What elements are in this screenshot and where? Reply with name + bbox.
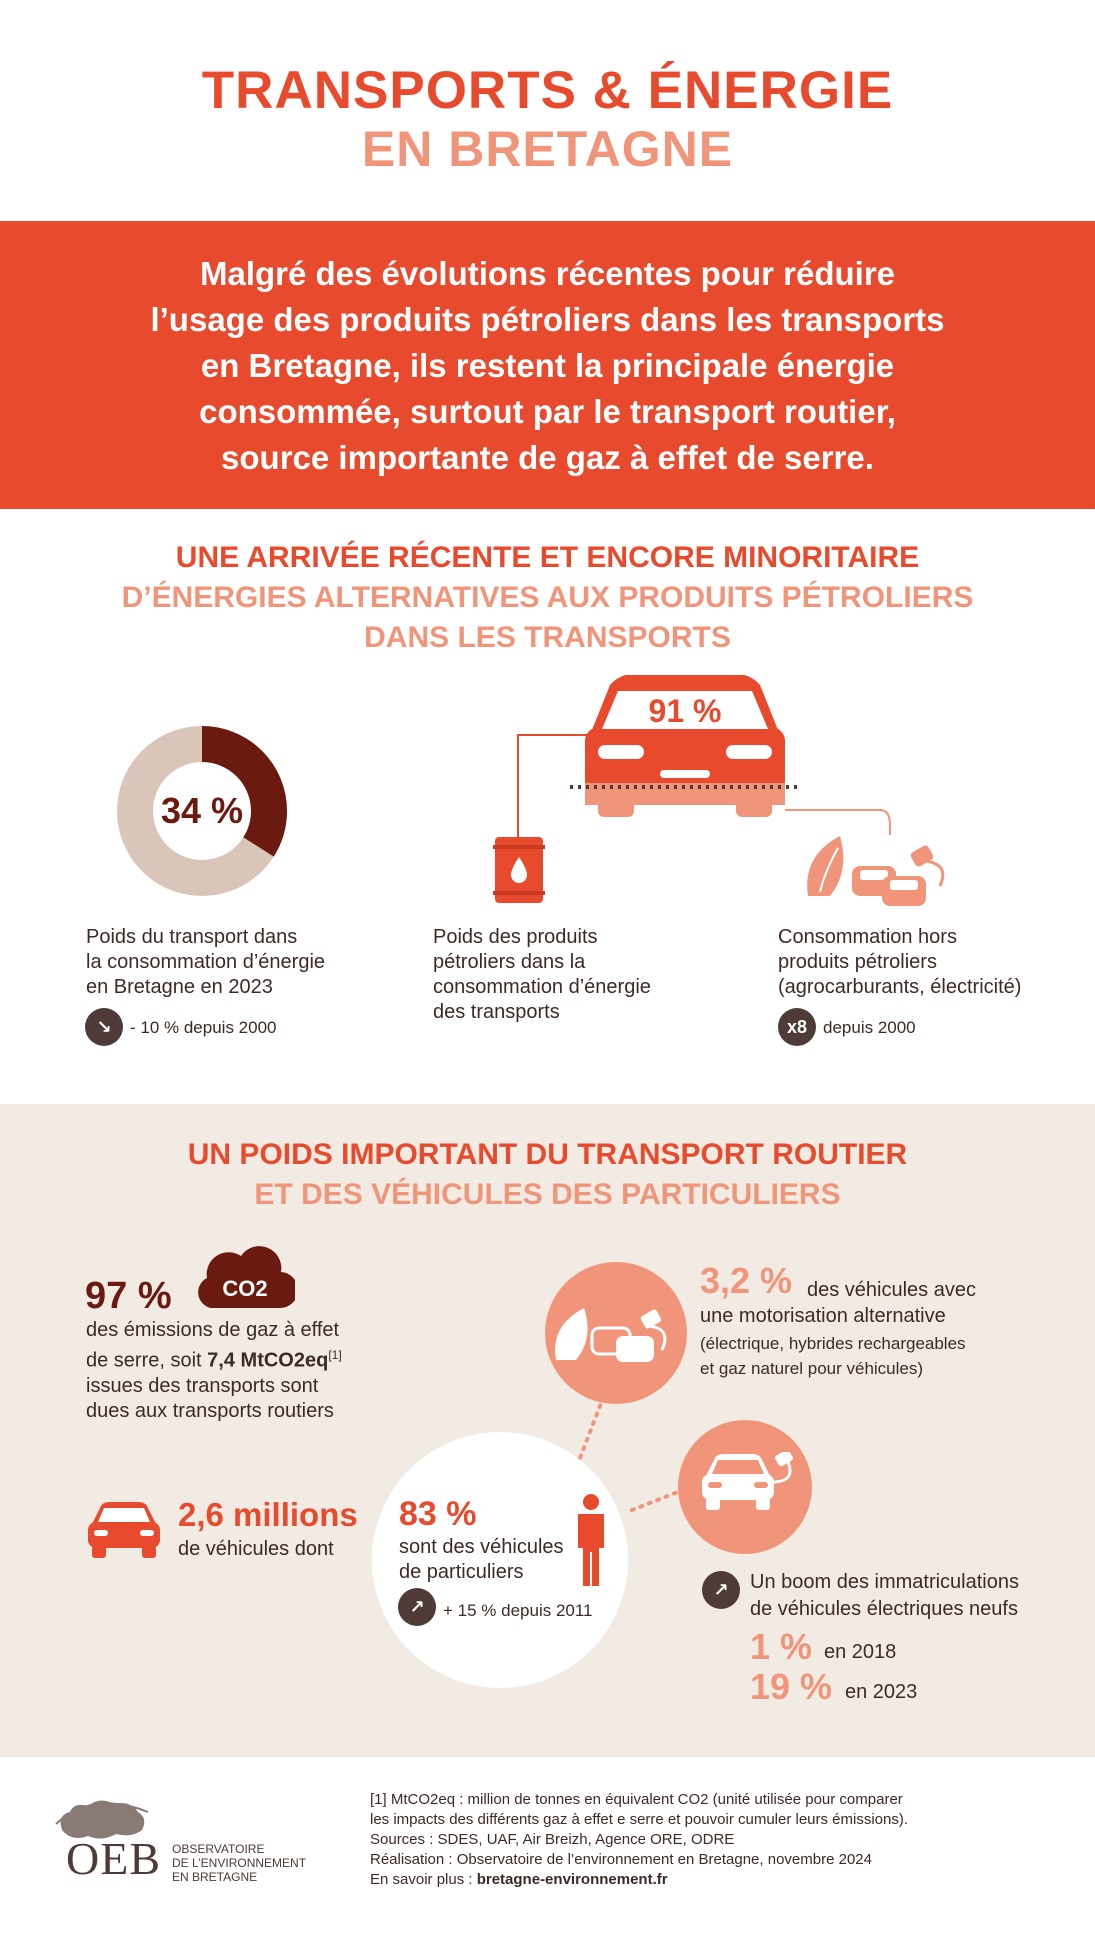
sources: Sources : SDES, UAF, Air Breizh, Agence ORE, ODRE (370, 1831, 735, 1848)
credits: Réalisation : Observatoire de l’environnement en Bretagne, novembre 2024 (370, 1851, 872, 1868)
stat-line: de serre, soit (86, 1349, 208, 1372)
connector-line (518, 735, 595, 845)
co2-description (86, 1318, 376, 1424)
alternative-detail: (électrique, hybrides rechargeables (700, 1334, 966, 1353)
logo-text: OEB (66, 1833, 161, 1884)
stat-line: consommation d’énergie (433, 976, 651, 998)
co2-value: 97 % (85, 1275, 172, 1317)
oil-barrel-icon (493, 835, 545, 905)
logo-line: EN BRETAGNE (172, 1870, 258, 1884)
stat-transport-weight (86, 925, 366, 1000)
leaf-icon (555, 1308, 587, 1360)
stat-line: sont des véhicules (399, 1536, 564, 1558)
co2-cloud-icon (193, 1238, 295, 1310)
stat-line: produits pétroliers (778, 951, 937, 973)
page-subtitle: EN BRETAGNE (361, 121, 734, 177)
intro-line: consommée, surtout par le transport routier, (199, 393, 896, 430)
alternative-text: des véhicules avec (807, 1279, 976, 1301)
car-value-label: 91 % (648, 693, 722, 729)
vehicles-count: 2,6 millions (178, 1496, 358, 1533)
stat-non-petroleum (778, 925, 1078, 1000)
stat-line: la consommation d’énergie (86, 951, 326, 973)
co2-label: CO2 (222, 1276, 268, 1301)
logo-caption (172, 1842, 306, 1884)
stat-line: en Bretagne en 2023 (86, 976, 273, 998)
electric-2018-year: en 2018 (824, 1641, 897, 1663)
footnote: [1] MtCO2eq : million de tonnes en équivalent CO2 (unité utilisée pour comparer (370, 1791, 903, 1808)
alternative-detail: et gaz naturel pour véhicules) (700, 1359, 924, 1378)
arrow-down-right-icon: ↘ (85, 1008, 123, 1046)
car-icon (86, 1502, 162, 1558)
alternative-value: 3,2 % (700, 1260, 793, 1301)
electric-text: Un boom des immatriculations (750, 1571, 1019, 1593)
stat-trend: depuis 2000 (823, 1018, 916, 1037)
intro-text (60, 251, 1035, 481)
footnotes (370, 1790, 1070, 1890)
stat-trend: - 10 % depuis 2000 (130, 1018, 277, 1037)
co2-amount: 7,4 MtCO2eq (207, 1349, 329, 1372)
person-icon (575, 1494, 607, 1586)
plug-icon (774, 1452, 794, 1467)
arrow-up-right-icon: ↗ (398, 1588, 436, 1626)
intro-line: l’usage des produits pétroliers dans les transports (150, 301, 945, 338)
footnote-ref: [1] (328, 1348, 342, 1362)
electric-2023-year: en 2023 (845, 1681, 918, 1703)
stat-line: pétroliers dans la (433, 951, 586, 973)
electric-text: de véhicules électriques neufs (750, 1598, 1018, 1620)
alternative-energy-icon (548, 1298, 678, 1368)
stat-line: des transports (433, 1001, 560, 1023)
section1-heading-line3: DANS LES TRANSPORTS (364, 621, 731, 654)
alternative-energy-icon (800, 826, 960, 906)
stat-petroleum-weight (433, 925, 693, 1025)
donut-value-label: 34 % (160, 790, 244, 831)
page-title: TRANSPORTS & ÉNERGIE (201, 61, 894, 120)
stat-line: Consommation hors (778, 926, 957, 948)
logo-line: DE L’ENVIRONNEMENT (172, 1856, 307, 1870)
stat-line: des émissions de gaz à effet (86, 1319, 340, 1341)
section2-heading-line2: ET DES VÉHICULES DES PARTICULIERS (254, 1178, 841, 1211)
stat-line: issues des transports sont (86, 1374, 319, 1397)
vehicles-text: de véhicules dont (178, 1538, 334, 1560)
stat-line: Poids du transport dans (86, 926, 298, 948)
plug-icon (909, 844, 934, 868)
footnote: les impacts des différents gaz à effet e serre et pouvoir cumuler leurs émissions). (370, 1811, 909, 1828)
plug-icon (640, 1308, 663, 1329)
intro-line: en Bretagne, ils restent la principale énergie (200, 347, 895, 384)
more-label: En savoir plus : (370, 1871, 477, 1888)
stat-line: de particuliers (399, 1561, 524, 1583)
alternative-text: une motorisation alternative (700, 1305, 946, 1327)
intro-banner (0, 221, 1095, 509)
section2-heading-line1: UN POIDS IMPORTANT DU TRANSPORT ROUTIER (187, 1138, 908, 1171)
website-link[interactable]: bretagne-environnement.fr (476, 1871, 668, 1888)
multiplier-badge: x8 (778, 1008, 816, 1046)
intro-line: source importante de gaz à effet de serre. (221, 439, 874, 476)
electric-car-icon (700, 1452, 800, 1520)
section1-heading-line2: D’ÉNERGIES ALTERNATIVES AUX PRODUITS PÉTROLIERS (121, 581, 974, 614)
leaf-icon (807, 836, 843, 896)
private-vehicles-text (399, 1535, 564, 1585)
stat-line: dues aux transports routiers (86, 1399, 334, 1422)
section1-heading-line1: UNE ARRIVÉE RÉCENTE ET ENCORE MINORITAIRE (175, 541, 920, 574)
logo-line: OBSERVATOIRE (172, 1842, 265, 1856)
stat-line: Poids des produits (433, 926, 598, 948)
stat-line: (agrocarburants, électricité) (778, 976, 1022, 998)
arrow-up-right-icon: ↗ (702, 1571, 740, 1609)
private-vehicles-value: 83 % (399, 1495, 477, 1533)
intro-line: Malgré des évolutions récentes pour réduire (199, 255, 896, 292)
stat-trend: + 15 % depuis 2011 (443, 1601, 593, 1620)
electric-2018-value: 1 % (750, 1626, 813, 1667)
donut-chart (117, 726, 287, 896)
electric-2023-value: 19 % (750, 1666, 833, 1707)
